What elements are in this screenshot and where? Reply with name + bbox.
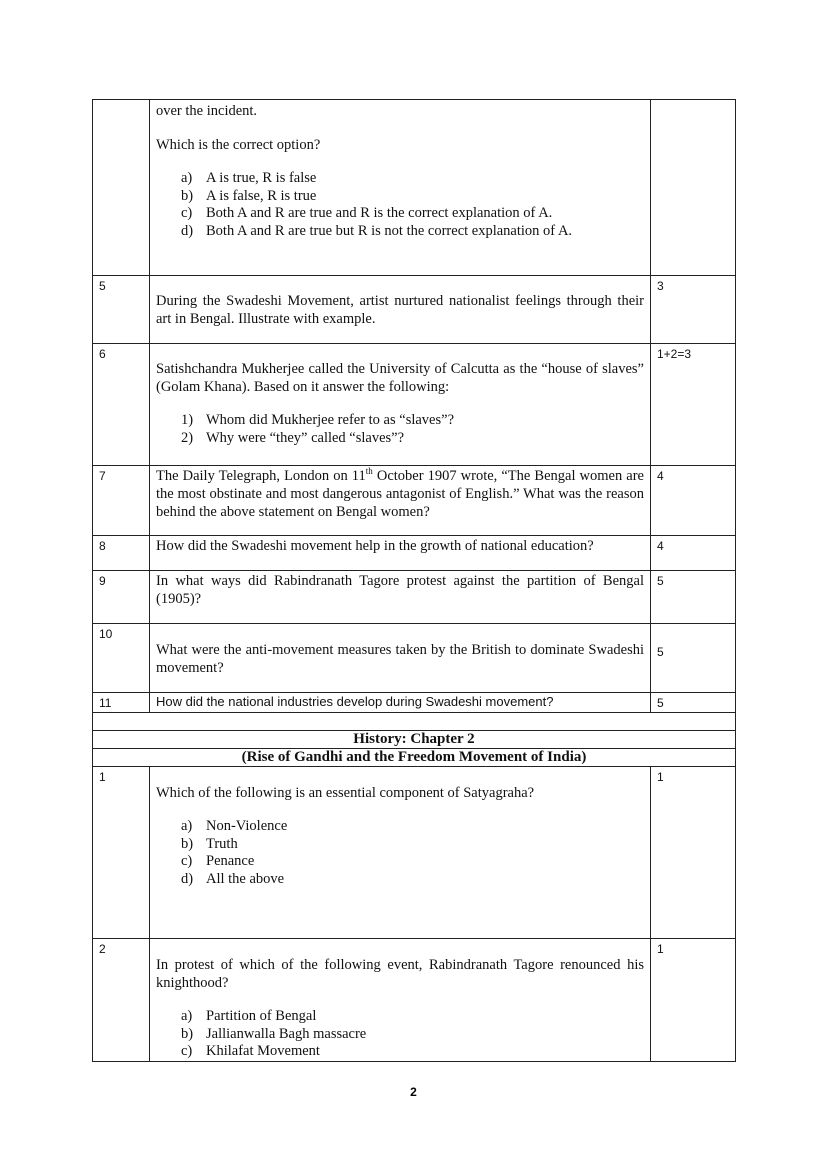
question-cell [150,466,651,536]
table-row [93,767,736,939]
option-item: d) All the above [181,870,285,887]
question-number: 8 [93,536,150,571]
question-text: In protest of which of the following event, Rabindranath Tagore renounced his knighthood? [156,957,644,991]
question-text: What were the anti-movement measures taken by the British to dominate Swadeshi movement? [156,642,644,676]
marks-value: 3 [651,276,736,344]
option-item: c) Khilafat Movement [181,1043,320,1059]
table-row [93,939,736,1062]
table-row [93,693,736,713]
question-number-cell [93,100,150,276]
option-list [156,170,644,240]
option-item: a) Partition of Bengal [181,1008,317,1024]
question-number: 11 [93,693,150,713]
question-text: How did the national industries develop during Swadeshi movement? [156,694,554,709]
marks-value: 4 [651,536,736,571]
marks-cell [651,100,736,276]
table-row [93,731,736,749]
table-row [93,344,736,466]
option-list [156,818,644,888]
marks-value: 5 [651,571,736,624]
question-cell [150,767,651,939]
marks-value: 5 [651,624,736,693]
question-table [92,99,736,1062]
table-row [93,624,736,693]
question-cell [150,536,651,571]
question-number: 10 [93,624,150,693]
question-number: 7 [93,466,150,536]
blank-cell [93,713,736,731]
question-text: How did the Swadeshi movement help in the growth of national education? [156,538,594,554]
table-row [93,276,736,344]
marks-value: 1 [651,767,736,939]
sub-question-list [156,412,644,447]
option-item: b) A is false, R is true [181,187,317,204]
chapter-title: History: Chapter 2 [93,731,736,749]
option-item: b) Jallianwalla Bagh massacre [181,1025,367,1042]
option-item: c) Penance [181,853,255,869]
question-prompt: Which is the correct option? [156,137,321,153]
question-cell [150,276,651,344]
option-item: a) A is true, R is false [181,170,317,186]
question-cell [150,939,651,1062]
option-item: c) Both A and R are true and R is the correct explanation of A. [181,205,553,221]
marks-value: 1 [651,939,736,1062]
question-text: Which of the following is an essential component of Satyagraha? [156,785,535,801]
question-text: During the Swadeshi Movement, artist nurtured nationalist feelings through their art in Bengal. Illustrate with example. [156,293,644,327]
question-number: 5 [93,276,150,344]
option-item: a) Non-Violence [181,818,288,834]
chapter-subtitle: (Rise of Gandhi and the Freedom Movement of India) [93,749,736,767]
sub-question: 2) Why were “they” called “slaves”? [181,429,405,446]
question-cell [150,571,651,624]
option-item: b) Truth [181,835,238,852]
question-text: In what ways did Rabindranath Tagore protest against the partition of Bengal (1905)? [156,573,644,607]
marks-value: 5 [651,693,736,713]
question-number: 1 [93,767,150,939]
question-cell [150,100,651,276]
table-row [93,713,736,731]
table-row [93,466,736,536]
page-number: 2 [410,1085,417,1099]
question-number: 2 [93,939,150,1062]
question-text: over the incident. [156,103,258,119]
sub-question: 1) Whom did Mukherjee refer to as “slaves”? [181,412,455,428]
question-number: 9 [93,571,150,624]
option-item: d) Both A and R are true but R is not the correct explanation of A. [181,222,573,239]
question-cell [150,344,651,466]
question-text: Satishchandra Mukherjee called the University of Calcutta as the “house of slaves” (Golam Khana). Based on it answer the following: [156,361,644,395]
question-cell [150,693,651,713]
marks-value: 4 [651,466,736,536]
question-number: 6 [93,344,150,466]
option-list [156,1008,644,1061]
question-text: The Daily Telegraph, London on 11th October 1907 wrote, “The Bengal women are the most obstinate and most dangerous antagonist of English.” What was the reason behind the above statement on Bengal women? [156,466,644,520]
question-cell [150,624,651,693]
marks-value: 1+2=3 [651,344,736,466]
table-row [93,536,736,571]
table-row [93,749,736,767]
table-row [93,100,736,276]
table-row [93,571,736,624]
